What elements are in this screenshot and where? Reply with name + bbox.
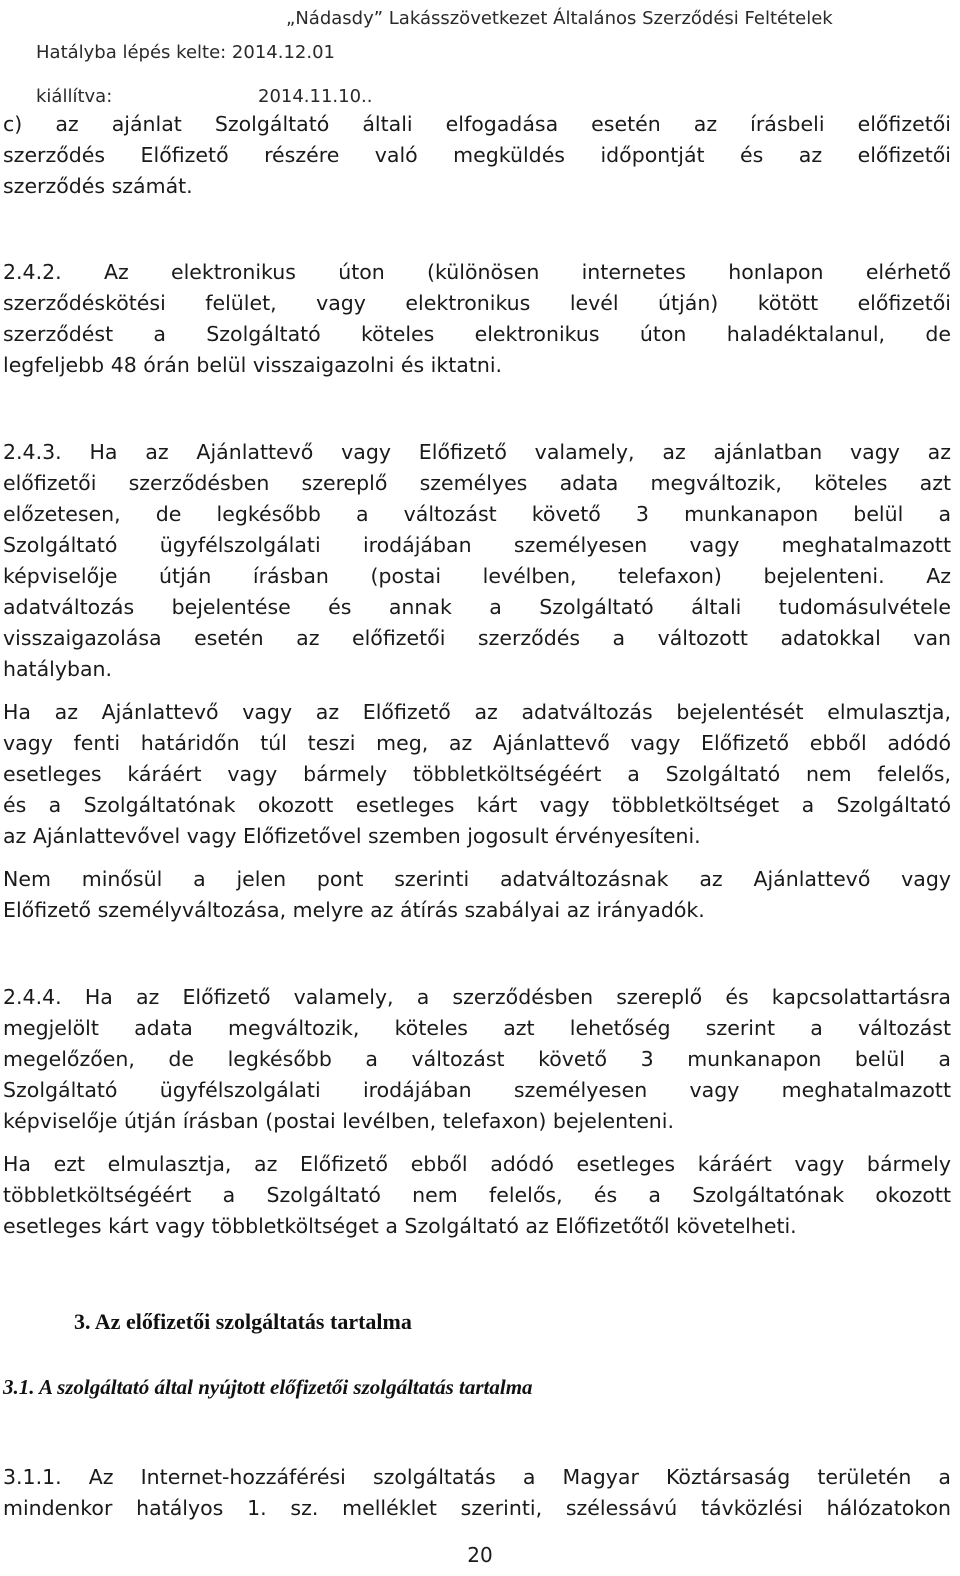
issued-date: 2014.11.10.. — [258, 86, 373, 107]
text-line: c) az ajánlat Szolgáltató általi elfogadása esetén az írásbeli előfizetői — [3, 112, 951, 136]
text-line: hatályban. — [3, 657, 113, 681]
section-title: 3. Az előfizetői szolgáltatás tartalma — [74, 1309, 412, 1334]
text-line: 2.4.3. Ha az Ajánlattevő vagy Előfizető valamely, az ajánlatban vagy az — [3, 440, 951, 464]
text-line: vagy fenti határidőn túl teszi meg, az Ajánlattevő vagy Előfizető ebből adódó — [3, 731, 951, 755]
document-title: „Nádasdy” Lakásszövetkezet Általános Szerződési Feltételek — [286, 8, 833, 29]
text-line: adatváltozás bejelentése és annak a Szolgáltató általi tudomásulvétele — [3, 595, 951, 619]
issued-label: kiállítva: — [36, 86, 113, 107]
text-line: esetleges káráért vagy bármely többletköltségéért a Szolgáltató nem felelős, — [3, 762, 951, 786]
text-line: többletköltségéért a Szolgáltató nem felelős, és a Szolgáltatónak okozott — [3, 1183, 951, 1207]
text-line: legfeljebb 48 órán belül visszaigazolni és iktatni. — [3, 353, 503, 377]
text-line: szerződés Előfizető részére való megküldés időpontját és az előfizetői — [3, 143, 951, 167]
text-line: visszaigazolása esetén az előfizetői szerződés a változott adatokkal van — [3, 626, 951, 650]
text-line: képviselője útján írásban (postai levélben, telefaxon) bejelenteni. — [3, 1109, 675, 1133]
subsection-title: 3.1. A szolgáltató által nyújtott előfizetői szolgáltatás tartalma — [3, 1375, 533, 1399]
text-line: képviselője útján írásban (postai levélben, telefaxon) bejelenteni. Az — [3, 564, 951, 588]
text-line: Ha ezt elmulasztja, az Előfizető ebből adódó esetleges káráért vagy bármely — [3, 1152, 951, 1176]
text-line: előzetesen, de legkésőbb a változást követő 3 munkanapon belül a — [3, 502, 951, 526]
text-line: Ha az Ajánlattevő vagy az Előfizető az adatváltozás bejelentését elmulasztja, — [3, 700, 951, 724]
text-line: és a Szolgáltatónak okozott esetleges kárt vagy többletköltséget a Szolgáltató — [3, 793, 951, 817]
text-line: Szolgáltató ügyfélszolgálati irodájában személyesen vagy meghatalmazott — [3, 1078, 951, 1102]
text-line: 3.1.1. Az Internet-hozzáférési szolgáltatás a Magyar Köztársaság területén a — [3, 1465, 951, 1489]
page-number: 20 — [467, 1543, 493, 1567]
text-line: Előfizető személyváltozása, melyre az átírás szabályai az irányadók. — [3, 898, 705, 922]
text-line: 2.4.2. Az elektronikus úton (különösen internetes honlapon elérhető — [3, 260, 951, 284]
text-line: előfizetői szerződésben szereplő személyes adata megváltozik, köteles azt — [3, 471, 951, 495]
text-line: szerződés számát. — [3, 174, 193, 198]
text-line: 2.4.4. Ha az Előfizető valamely, a szerződésben szereplő és kapcsolattartásra — [3, 985, 951, 1009]
effective-date: Hatályba lépés kelte: 2014.12.01 — [36, 42, 335, 63]
text-line: megjelölt adata megváltozik, köteles azt lehetőség szerint a változást — [3, 1016, 951, 1040]
text-line: megelőzően, de legkésőbb a változást követő 3 munkanapon belül a — [3, 1047, 951, 1071]
text-line: mindenkor hatályos 1. sz. melléklet szerinti, szélessávú távközlési hálózatokon — [3, 1496, 951, 1520]
text-line: az Ajánlattevővel vagy Előfizetővel szemben jogosult érvényesíteni. — [3, 824, 701, 848]
text-line: Nem minősül a jelen pont szerinti adatváltozásnak az Ajánlattevő vagy — [3, 867, 951, 891]
text-line: esetleges kárt vagy többletköltséget a Szolgáltató az Előfizetőtől követelheti. — [3, 1214, 797, 1238]
text-line: szerződést a Szolgáltató köteles elektronikus úton haladéktalanul, de — [3, 322, 951, 346]
text-line: Szolgáltató ügyfélszolgálati irodájában személyesen vagy meghatalmazott — [3, 533, 951, 557]
text-line: szerződéskötési felület, vagy elektronikus levél útján) kötött előfizetői — [3, 291, 951, 315]
